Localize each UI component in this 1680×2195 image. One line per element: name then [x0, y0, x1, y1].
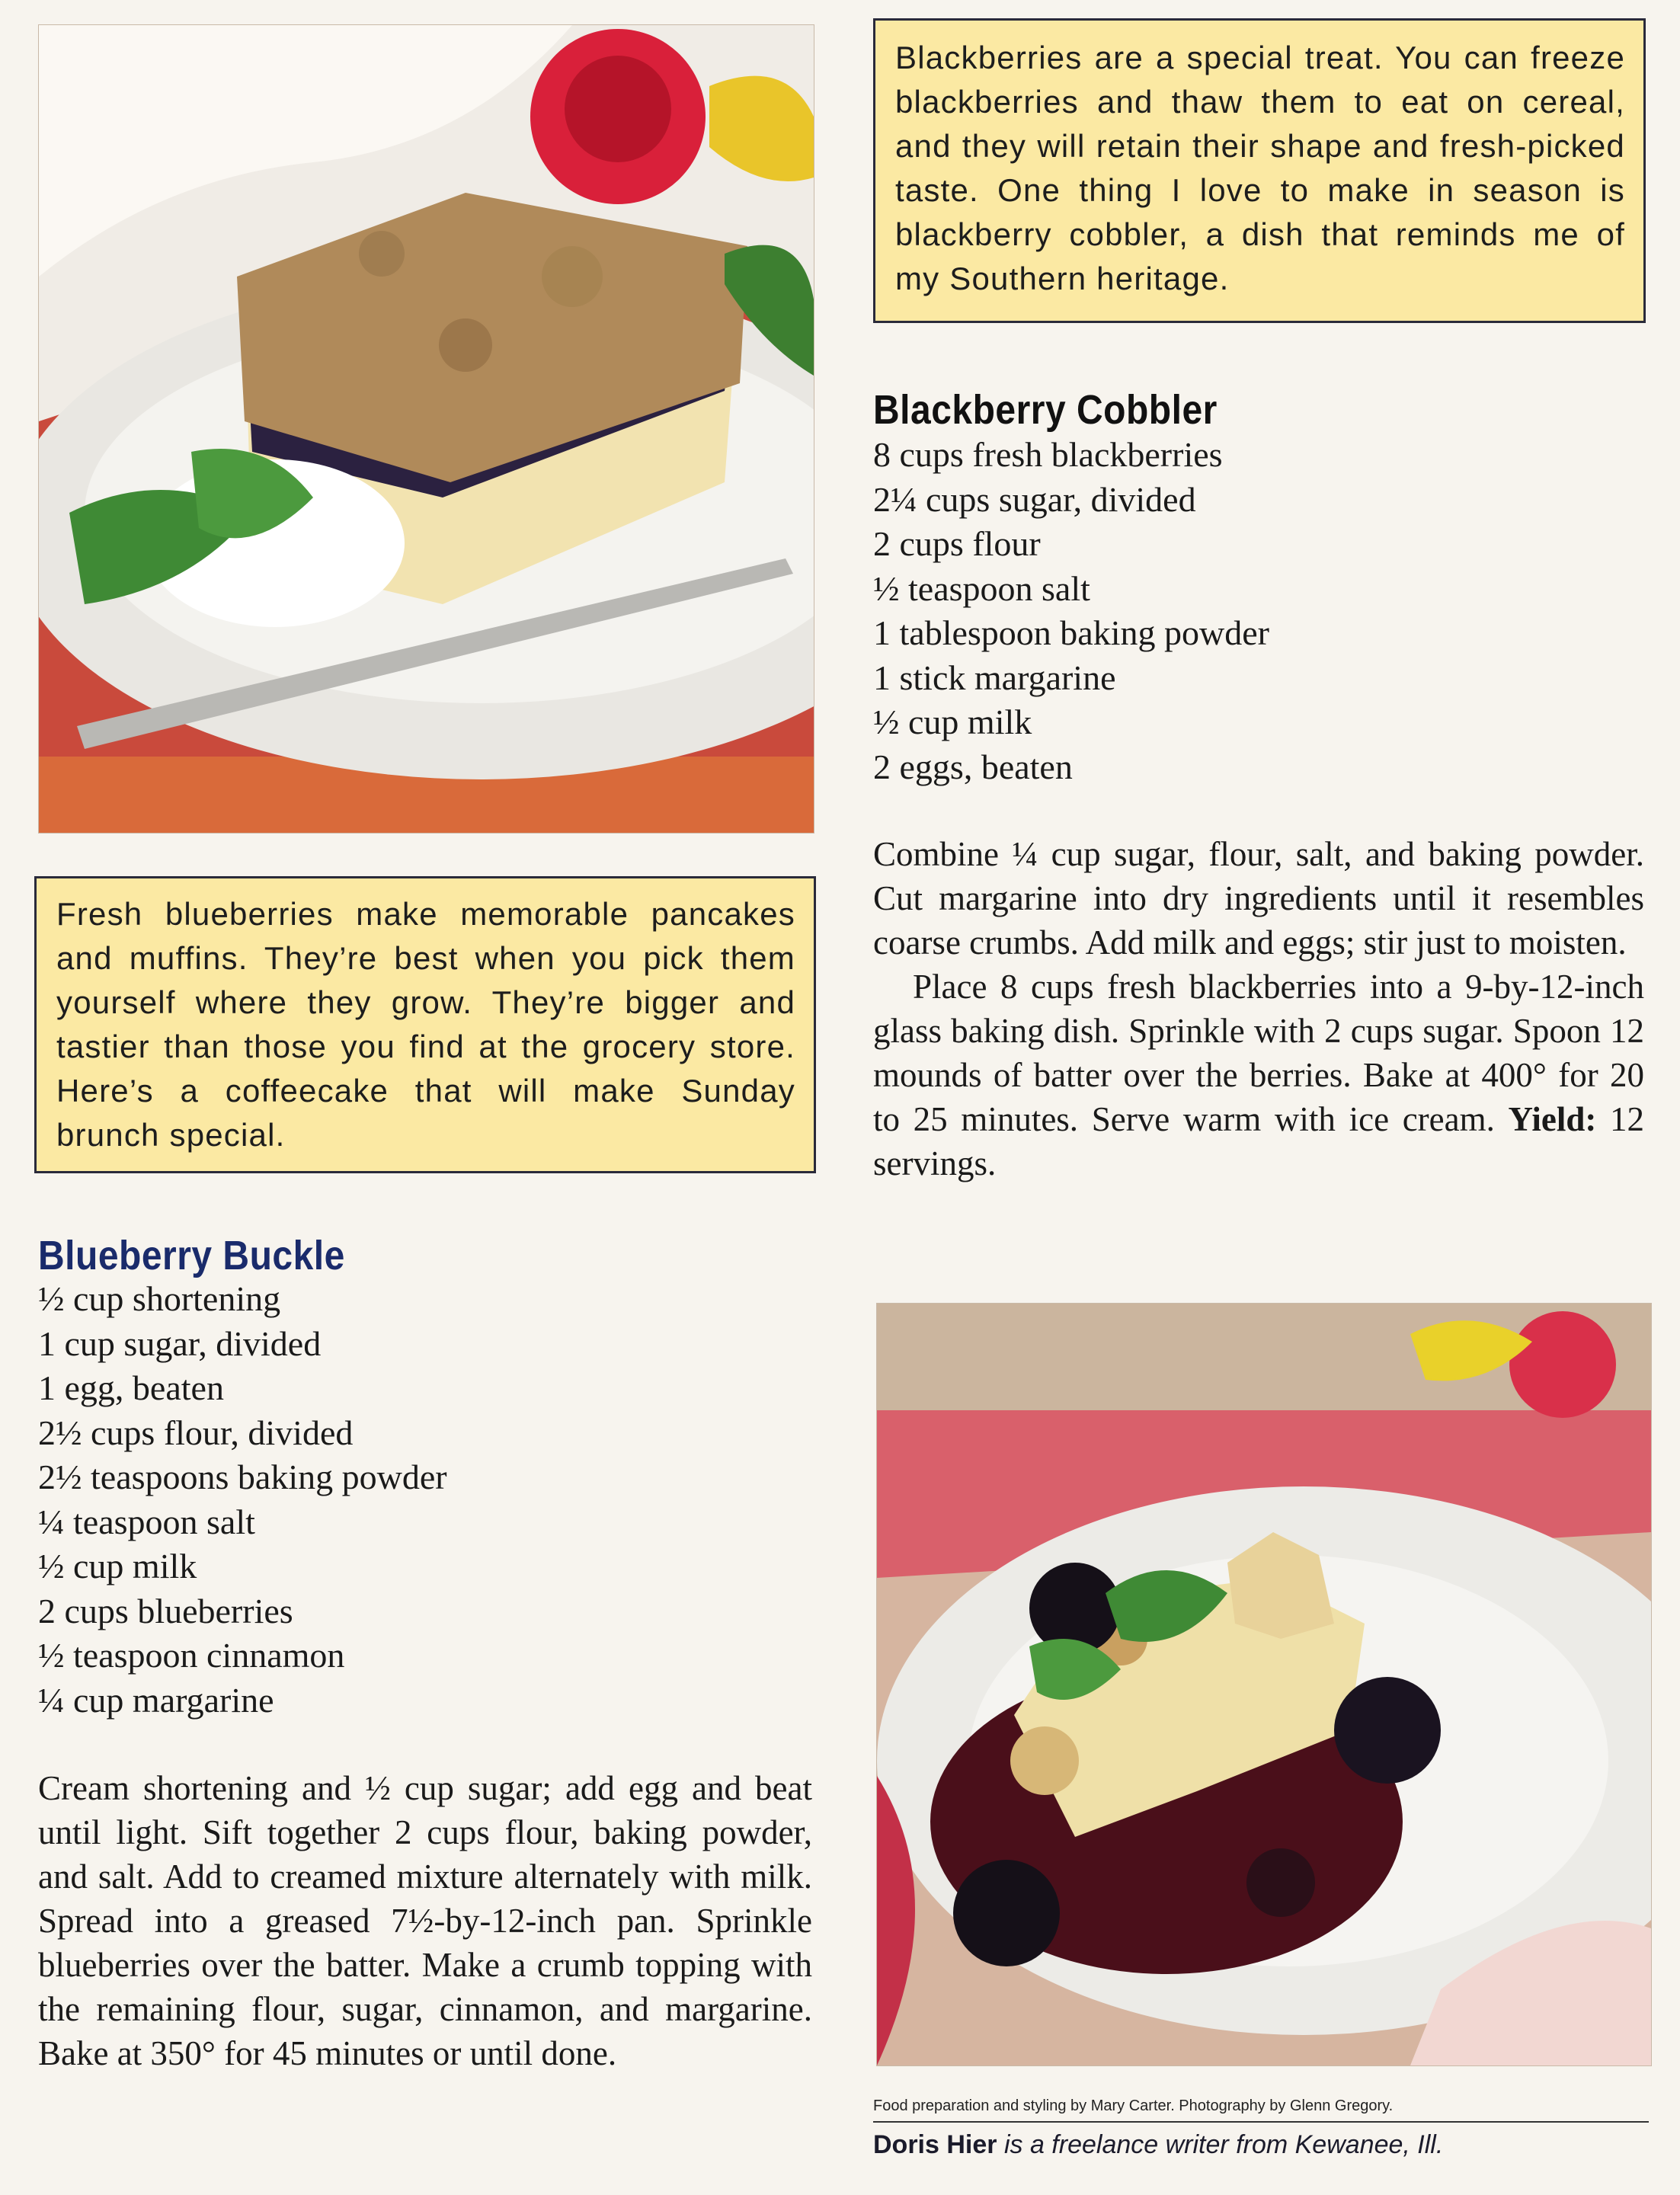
ingredient-item: 1 tablespoon baking powder	[873, 613, 1269, 652]
cobbler-directions-paragraph-1: Combine ¼ cup sugar, flour, salt, and baking powder. Cut margarine into dry ingredients until it resembles coarse crumbs. Add milk and eggs; stir just to moisten.	[873, 835, 1644, 962]
cobbler-ingredient-list	[873, 433, 1269, 789]
cobbler-directions	[873, 832, 1644, 1185]
cobbler-directions-paragraph-2	[873, 965, 1644, 1185]
author-byline	[873, 2130, 1443, 2160]
ingredient-item: 2 eggs, beaten	[873, 747, 1073, 786]
ingredient-item: ½ cup milk	[873, 702, 1032, 741]
ingredient-item: ½ teaspoon salt	[873, 568, 1090, 608]
yield-value: 12 servings.	[873, 1100, 1644, 1182]
author-name: Doris Hier	[873, 2130, 997, 2159]
ingredient-item: ½ cup shortening	[38, 1279, 281, 1318]
blueberry-intro-text: Fresh blueberries make memorable pancakes and muffins. They’re best when you pick them yourself where they grow. They’re bigger and tastier than those you find at the grocery store. Here’s a coffeecake that will make Sunday brunch special.	[56, 896, 795, 1153]
ingredient-item: 1 egg, beaten	[38, 1368, 224, 1407]
ingredient-item: 1 stick margarine	[873, 658, 1116, 697]
blueberry-buckle-photo	[38, 24, 814, 834]
buckle-directions	[38, 1766, 812, 2075]
author-description: is a freelance writer from Kewanee, Ill.	[1003, 2130, 1444, 2159]
blackberry-intro-text: Blackberries are a special treat. You can freeze blackberries and thaw them to eat on cereal, and they will retain their shape and fresh-picked taste. One thing I love to make in season is blackberry cobbler, a dish that reminds me of my Southern heritage.	[895, 40, 1625, 296]
ingredient-item: 8 cups fresh blackberries	[873, 435, 1223, 474]
ingredient-item: ½ teaspoon cinnamon	[38, 1636, 345, 1675]
ingredient-item: ¼ teaspoon salt	[38, 1502, 255, 1541]
blueberry-intro-callout	[34, 876, 816, 1173]
buckle-directions-paragraph: Cream shortening and ½ cup sugar; add egg and beat until light. Sift together 2 cups flour, baking powder, and salt. Add to creamed mixture alternately with milk. Spread into a greased 7½-by-12-inch pan. Sprinkle blueberries over the batter. Make a crumb topping with the remaining flour, sugar, cinnamon, and margarine. Bake at 350° for 45 minutes or until done.	[38, 1769, 812, 2072]
byline-divider	[873, 2121, 1649, 2123]
cobbler-recipe-title: Blackberry Cobbler	[873, 388, 1218, 434]
buckle-recipe-title: Blueberry Buckle	[38, 1233, 345, 1279]
buckle-ingredient-list	[38, 1277, 447, 1723]
cobbler-directions-text: Place 8 cups fresh blackberries into a 9-by-12-inch glass baking dish. Sprinkle with 2 cups sugar. Spoon 12 mounds of batter over the berries. Bake at 400° for 20 to 25 minutes. Serve warm with ice cream.	[873, 968, 1644, 1138]
ingredient-item: ½ cup milk	[38, 1547, 197, 1585]
ingredient-item: 2¼ cups sugar, divided	[873, 479, 1196, 519]
ingredient-item: 2 cups blueberries	[38, 1591, 293, 1630]
ingredient-item: 2½ cups flour, divided	[38, 1413, 354, 1452]
blackberry-cobbler-photo	[876, 1303, 1652, 2066]
ingredient-item: ¼ cup margarine	[38, 1680, 274, 1720]
ingredient-item: 2½ teaspoons baking powder	[38, 1457, 447, 1496]
photo-credit: Food preparation and styling by Mary Carter. Photography by Glenn Gregory.	[873, 2097, 1394, 2114]
yield-label: Yield:	[1508, 1100, 1597, 1138]
ingredient-item: 2 cups flour	[873, 524, 1041, 563]
blackberry-intro-callout	[873, 18, 1646, 323]
ingredient-item: 1 cup sugar, divided	[38, 1323, 322, 1363]
